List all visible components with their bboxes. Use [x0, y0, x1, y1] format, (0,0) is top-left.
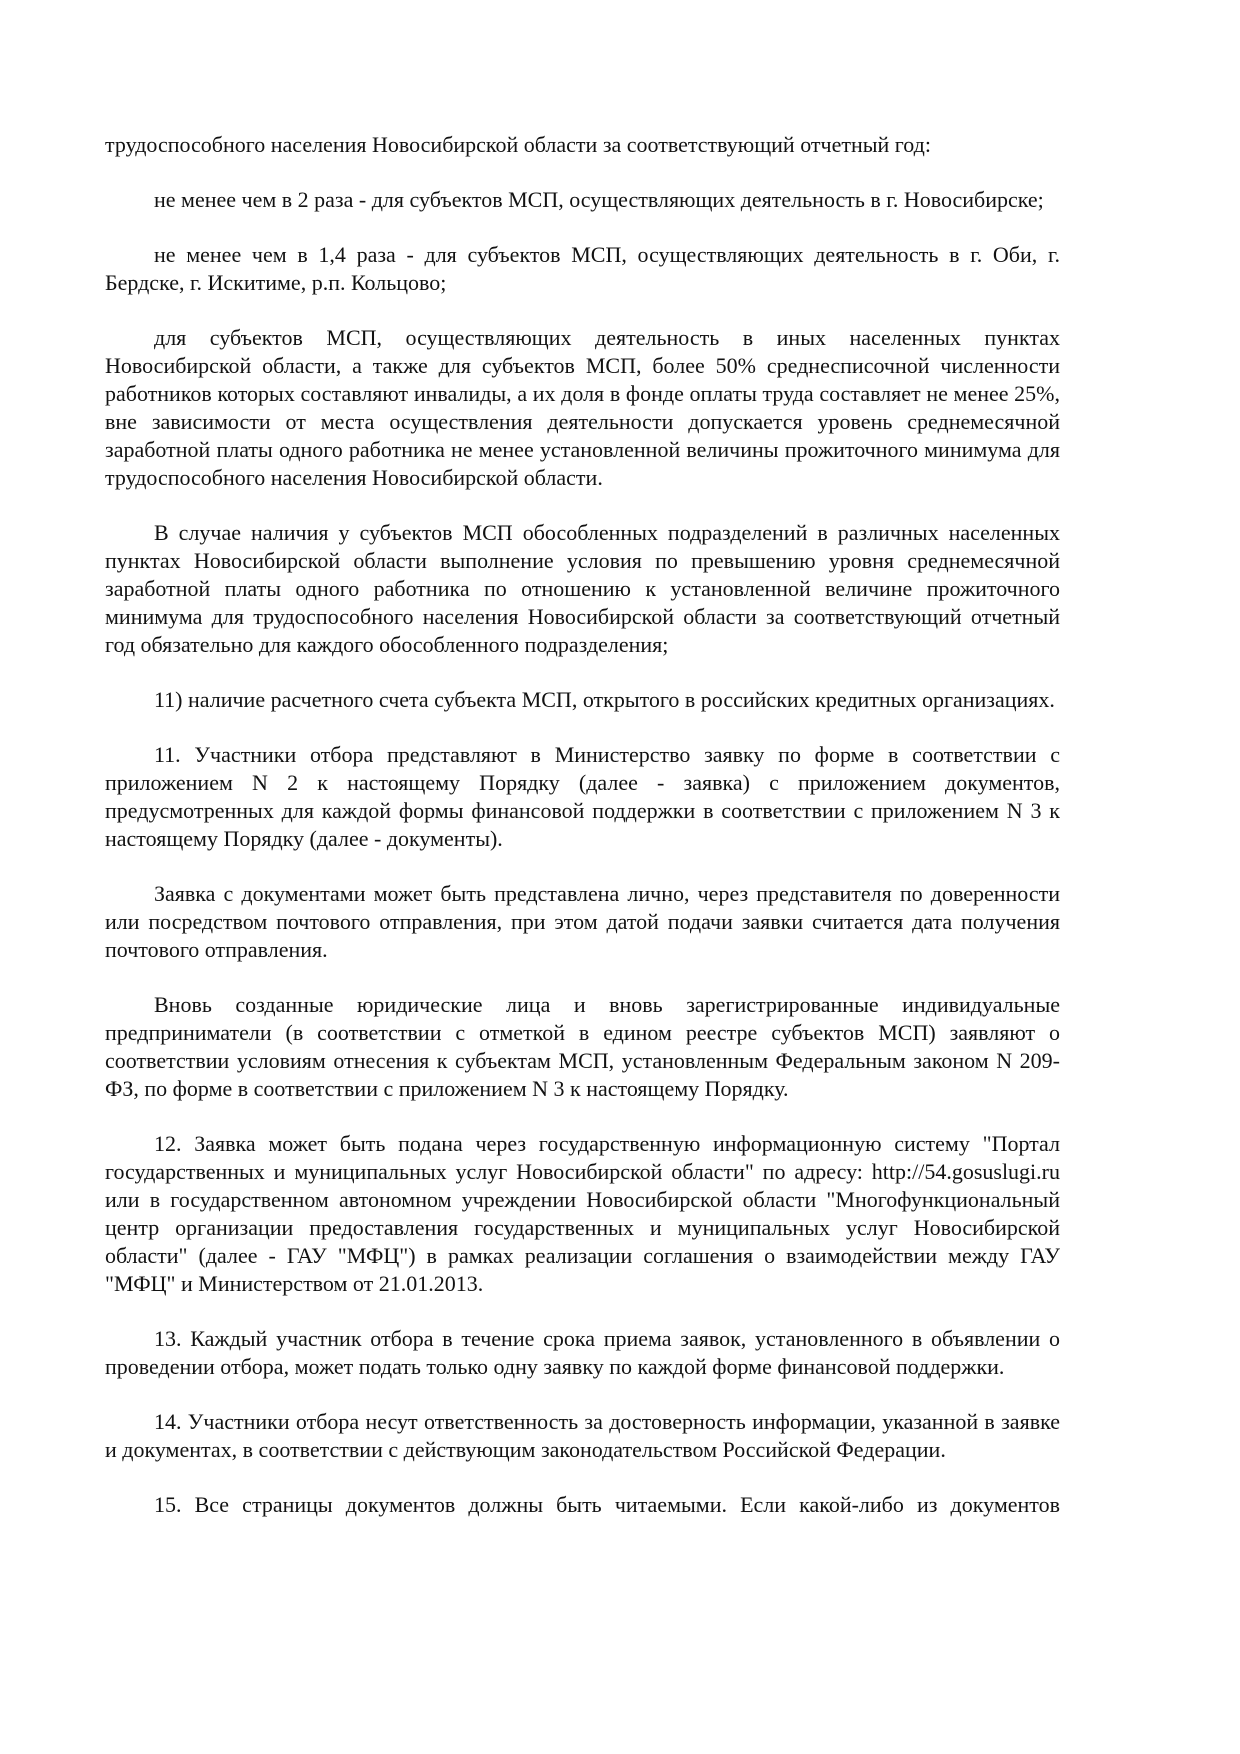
paragraph: 11) наличие расчетного счета субъекта МСП, открытого в российских кредитных организациях. [154, 687, 1055, 712]
paragraph: Заявка с документами может быть представлена лично, через представителя по доверенности или посредством почтового отправления, при этом датой подачи заявки считается дата получения почтового отправления. [105, 881, 1060, 962]
paragraph: 12. Заявка может быть подана через государственную информационную систему "Портал государственных и муниципальных услуг Новосибирской области" по адресу: http://54.gosuslugi.ru или в государственном автономном учреждении Новосибирской области "Многофункциональный центр организации предоставления государственных и муниципальных услуг Новосибирской области" (далее - ГАУ "МФЦ") в рамках реализации соглашения о взаимодействии между ГАУ "МФЦ" и Министерством от 21.01.2013. [105, 1131, 1060, 1296]
paragraph: не менее чем в 1,4 раза - для субъектов МСП, осуществляющих деятельность в г. Оби, г. Бердске, г. Искитиме, р.п. Кольцово; [105, 242, 1060, 295]
paragraph: трудоспособного населения Новосибирской области за соответствующий отчетный год: [105, 132, 931, 157]
paragraph: для субъектов МСП, осуществляющих деятельность в иных населенных пунктах Новосибирской области, а также для субъектов МСП, более 50% среднесписочной численности работников которых составляют инвалиды, а их доля в фонде оплаты труда составляет не менее 25%, вне зависимости от места осуществления деятельности допускается уровень среднемесячной заработной платы одного работника не менее установленной величины прожиточного минимума для трудоспособного населения Новосибирской области. [105, 325, 1060, 490]
paragraph: В случае наличия у субъектов МСП обособленных подразделений в различных населенных пунктах Новосибирской области выполнение условия по превышению уровня среднемесячной заработной платы одного работника по отношению к установленной величине прожиточного минимума для трудоспособного населения Новосибирской области за соответствующий отчетный год обязательно для каждого обособленного подразделения; [105, 520, 1060, 657]
paragraph: 11. Участники отбора представляют в Министерство заявку по форме в соответствии с приложением N 2 к настоящему Порядку (далее - заявка) с приложением документов, предусмотренных для каждой формы финансовой поддержки в соответствии с приложением N 3 к настоящему Порядку (далее - документы). [105, 742, 1060, 851]
paragraph: не менее чем в 2 раза - для субъектов МСП, осуществляющих деятельность в г. Новосибирске; [154, 187, 1044, 212]
paragraph: Вновь созданные юридические лица и вновь зарегистрированные индивидуальные предприниматели (в соответствии с отметкой в едином реестре субъектов МСП) заявляют о соответствии условиям отнесения к субъектам МСП, установленным Федеральным законом N 209-ФЗ, по форме в соответствии с приложением N 3 к настоящему Порядку. [105, 992, 1060, 1101]
paragraph: 15. Все страницы документов должны быть читаемыми. Если какой-либо из документов [154, 1492, 1060, 1517]
paragraph: 13. Каждый участник отбора в течение срока приема заявок, установленного в объявлении о проведении отбора, может подать только одну заявку по каждой форме финансовой поддержки. [105, 1326, 1060, 1379]
paragraph: 14. Участники отбора несут ответственность за достоверность информации, указанной в заявке и документах, в соответствии с действующим законодательством Российской Федерации. [105, 1409, 1060, 1462]
